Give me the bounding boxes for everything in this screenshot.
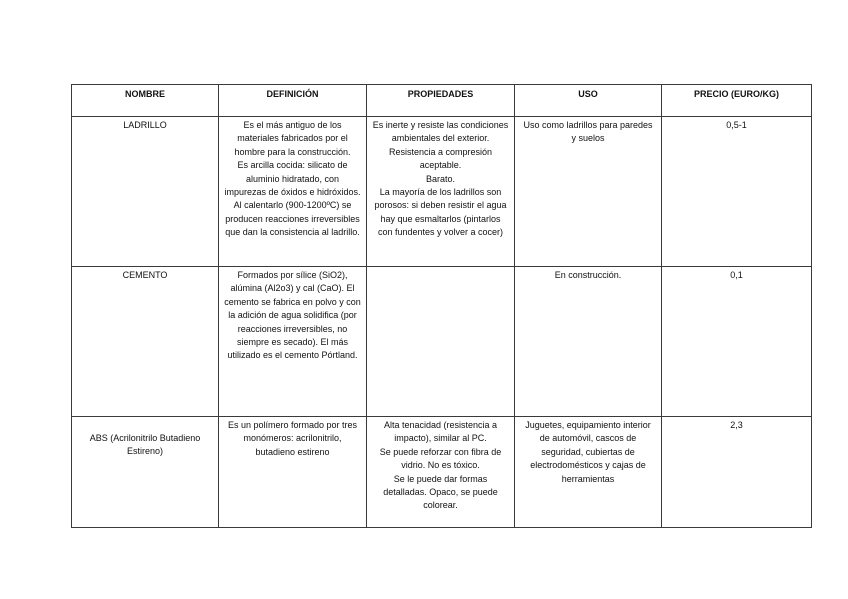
cell-propiedades (367, 417, 515, 528)
cell-nombre (72, 117, 219, 267)
cell-nombre (72, 267, 219, 417)
table-header-row (72, 85, 812, 117)
cell-uso (515, 417, 662, 528)
cell-precio (662, 117, 812, 267)
cell-definicion (219, 267, 367, 417)
cell-nombre (72, 417, 219, 528)
table-row (72, 267, 812, 417)
cell-propiedades-text: Es inerte y resiste las condiciones ambientales del exterior. Resistencia a compresión aceptable. Barato. La mayoría de los ladrillos son porosos: si deben resistir el agua hay que esmaltarlos (pintarlos con fundentes y volver a cocer) (372, 120, 509, 238)
cell-uso-text: Juguetes, equipamiento interior de automóvil, cascos de seguridad, cubiertas de electrodomésticos y cajas de herramientas (525, 420, 651, 484)
cell-precio-text: 2,3 (730, 420, 743, 430)
cell-uso (515, 267, 662, 417)
table-row (72, 417, 812, 528)
cell-uso-text: En construcción. (554, 270, 622, 280)
cell-precio (662, 417, 812, 528)
cell-precio-text: 0,1 (730, 270, 743, 280)
header-precio: PRECIO (EURO/KG) (662, 85, 812, 117)
cell-precio (662, 267, 812, 417)
header-definicion: DEFINICIÓN (219, 85, 367, 117)
cell-nombre-text: LADRILLO (123, 120, 167, 130)
cell-uso (515, 117, 662, 267)
materials-table (71, 84, 812, 528)
header-uso: USO (515, 85, 662, 117)
cell-nombre-text: ABS (Acrilonitrilo Butadieno Estireno) (89, 433, 201, 457)
cell-propiedades-text: Alta tenacidad (resistencia a impacto), similar al PC. Se puede reforzar con fibra de vidrio. No es tóxico. Se le puede dar formas detalladas. Opaco, se puede colorear. (379, 420, 502, 511)
cell-precio-text: 0,5-1 (726, 120, 747, 130)
cell-definicion-text: Formados por sílice (SiO2), alúmina (Al2o3) y cal (CaO). El cemento se fabrica en polvo y con la adición de agua solidifica (por reacciones irreversibles, no siempre es secado). El más utilizado es el cemento Pórtland. (224, 270, 361, 361)
cell-propiedades (367, 117, 515, 267)
header-nombre: NOMBRE (72, 85, 219, 117)
cell-definicion (219, 417, 367, 528)
cell-definicion-text: Es un polímero formado por tres monómeros: acrilonitrilo, butadieno estireno (227, 420, 358, 457)
cell-definicion (219, 117, 367, 267)
cell-definicion-text: Es el más antiguo de los materiales fabricados por el hombre para la construcción. Es arcilla cocida: silicato de aluminio hidratado, con impurezas de óxidos e hidróxidos. Al calentarlo (900-1200ºC) se producen reacciones irreversibles que dan la consistencia al ladrillo. (224, 120, 361, 238)
header-propiedades: PROPIEDADES (367, 85, 515, 117)
cell-propiedades (367, 267, 515, 417)
cell-uso-text: Uso como ladrillos para paredes y suelos (523, 120, 653, 144)
table-row (72, 117, 812, 267)
cell-nombre-text: CEMENTO (122, 270, 168, 280)
